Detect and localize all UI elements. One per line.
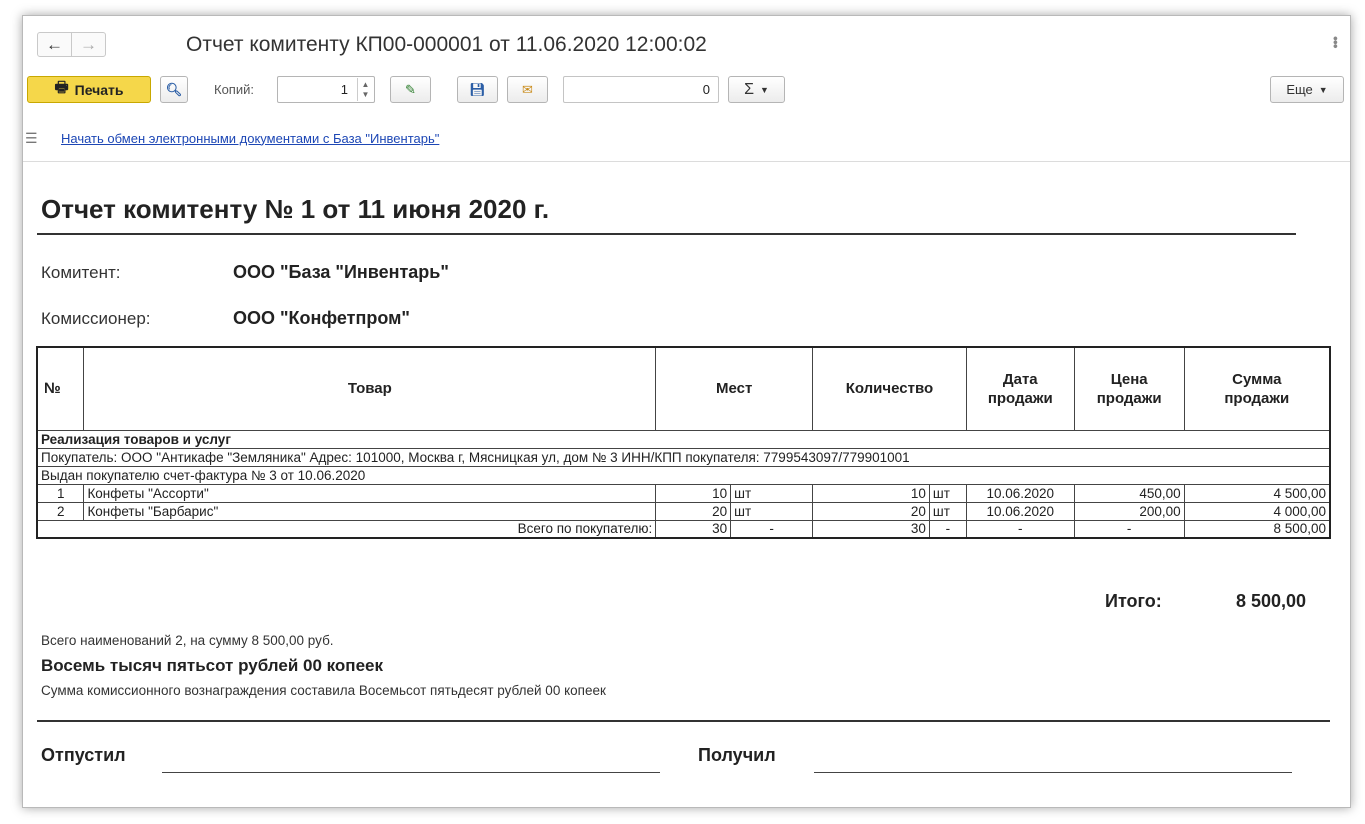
floppy-icon: 💾︎ [469, 81, 486, 97]
print-label: Печать [74, 81, 124, 98]
table-row [37, 484, 1330, 502]
chevron-down-icon: ▼ [1318, 84, 1328, 95]
chevron-down-icon: ▼ [759, 84, 769, 95]
more-button[interactable] [1270, 76, 1344, 103]
principal-value: ООО "База "Инвентарь" [233, 262, 449, 282]
spin-down-icon[interactable]: ▼ [361, 89, 370, 99]
table-row [37, 502, 1330, 520]
table-header-row [37, 347, 1330, 430]
row-qty: 10 [813, 484, 930, 502]
copies-spinner[interactable] [357, 78, 373, 101]
save-button[interactable] [457, 76, 498, 103]
col-header-places: Мест [656, 347, 813, 430]
total-label: Итого: [1105, 591, 1162, 611]
row-date: 10.06.2020 [966, 502, 1074, 520]
agent-label: Комиссионер: [41, 309, 151, 328]
row-price: 450,00 [1074, 484, 1184, 502]
section-row [37, 430, 1330, 448]
document-title: Отчет комитенту № 1 от 11 июня 2020 г. [41, 194, 550, 224]
title-divider [37, 233, 1296, 235]
col-header-price [1074, 347, 1184, 430]
row-qty-unit: шт [929, 502, 966, 520]
row-sum: 4 500,00 [1184, 484, 1330, 502]
col-header-item: Товар [84, 347, 656, 430]
printer-icon: 🖶 [54, 79, 69, 96]
subtotal-places-unit: - [731, 520, 813, 538]
window-title: Отчет комитенту КП00-000001 от 11.06.2020 12:00:02 [186, 33, 707, 56]
row-item: Конфеты "Барбарис" [84, 502, 656, 520]
section-title: Реализация товаров и услуг [37, 430, 1330, 448]
magnifier-icon: 🔍︎ [165, 81, 183, 97]
edo-link-row [25, 128, 439, 148]
row-places: 20 [656, 502, 731, 520]
exchange-icon: ☰ [25, 129, 38, 146]
print-button[interactable] [27, 76, 151, 103]
copies-input[interactable]: 1 [277, 76, 375, 103]
subtotal-sum: 8 500,00 [1184, 520, 1330, 538]
edo-link[interactable]: Начать обмен электронными документами с База "Инвентарь" [61, 130, 440, 146]
buyer-row [37, 448, 1330, 466]
received-signature-line [814, 772, 1292, 773]
col-header-sum [1184, 347, 1330, 430]
edit-mode-button[interactable] [390, 76, 431, 103]
row-item: Конфеты "Ассорти" [84, 484, 656, 502]
edit-icon: ✎ [405, 81, 416, 97]
amount-in-words: Восемь тысяч пятьсот рублей 00 копеек [41, 656, 383, 675]
subtotal-label: Всего по покупателю: [37, 520, 656, 538]
sum-mode-button[interactable] [728, 76, 785, 103]
spin-up-icon[interactable]: ▲ [361, 79, 370, 89]
envelope-icon: ✉ [522, 81, 533, 97]
items-count-line: Всего наименований 2, на сумму 8 500,00 руб. [41, 633, 334, 648]
more-menu-icon[interactable]: ••• [1328, 36, 1344, 48]
subtotal-row [37, 520, 1330, 538]
released-label: Отпустил [41, 745, 126, 765]
forward-button[interactable] [71, 32, 106, 57]
subtotal-qty: 30 [813, 520, 930, 538]
toolbar-divider [23, 161, 1350, 162]
commission-line: Сумма комиссионного вознаграждения составила Восемьсот пятьдесят рублей 00 копеек [41, 683, 606, 698]
col-header-price-line1: Цена [1110, 370, 1148, 388]
row-places-unit: шт [731, 502, 813, 520]
principal-label: Комитент: [41, 263, 121, 282]
col-header-sum-line1: Сумма [1232, 370, 1282, 388]
subtotal-price: - [1074, 520, 1184, 538]
back-button[interactable] [37, 32, 72, 57]
sigma-icon: Σ [744, 80, 754, 98]
invoice-row [37, 466, 1330, 484]
arrow-right-icon: → [80, 34, 97, 54]
row-date: 10.06.2020 [966, 484, 1074, 502]
row-places: 10 [656, 484, 731, 502]
col-header-date [966, 347, 1074, 430]
send-email-button[interactable] [507, 76, 548, 103]
copies-label: Копий: [214, 82, 254, 97]
arrow-left-icon: ← [46, 34, 63, 54]
row-num: 2 [37, 502, 84, 520]
more-label: Еще [1286, 82, 1313, 97]
buyer-info: Покупатель: ООО "Антикафе "Земляника" Адрес: 101000, Москва г, Мясницкая ул, дом № 3 ИНН/КПП покупателя: 7799543097/779901001 [37, 448, 1330, 466]
subtotal-places: 30 [656, 520, 731, 538]
col-header-num: № [37, 347, 84, 430]
total-value: 8 500,00 [1236, 591, 1307, 611]
col-header-price-line2: продажи [1096, 389, 1162, 407]
col-header-date-line2: продажи [987, 389, 1053, 407]
row-qty: 20 [813, 502, 930, 520]
row-sum: 4 000,00 [1184, 502, 1330, 520]
report-window [22, 15, 1351, 808]
preview-button[interactable] [160, 76, 188, 103]
toolbar [23, 76, 1350, 106]
row-places-unit: шт [731, 484, 813, 502]
row-price: 200,00 [1074, 502, 1184, 520]
subtotal-date: - [966, 520, 1074, 538]
row-num: 1 [37, 484, 84, 502]
invoice-info: Выдан покупателю счет-фактура № 3 от 10.06.2020 [37, 466, 1330, 484]
received-label: Получил [698, 745, 776, 765]
col-header-date-line1: Дата [1002, 370, 1038, 388]
cell-sum-field[interactable]: 0 [563, 76, 719, 103]
title-bar [23, 16, 1350, 64]
goods-table [36, 346, 1331, 539]
col-header-sum-line2: продажи [1224, 389, 1290, 407]
agent-value: ООО "Конфетпром" [233, 308, 410, 328]
col-header-qty: Количество [813, 347, 967, 430]
released-signature-line [162, 772, 660, 773]
subtotal-qty-unit: - [929, 520, 966, 538]
bottom-divider [37, 720, 1330, 722]
row-qty-unit: шт [929, 484, 966, 502]
